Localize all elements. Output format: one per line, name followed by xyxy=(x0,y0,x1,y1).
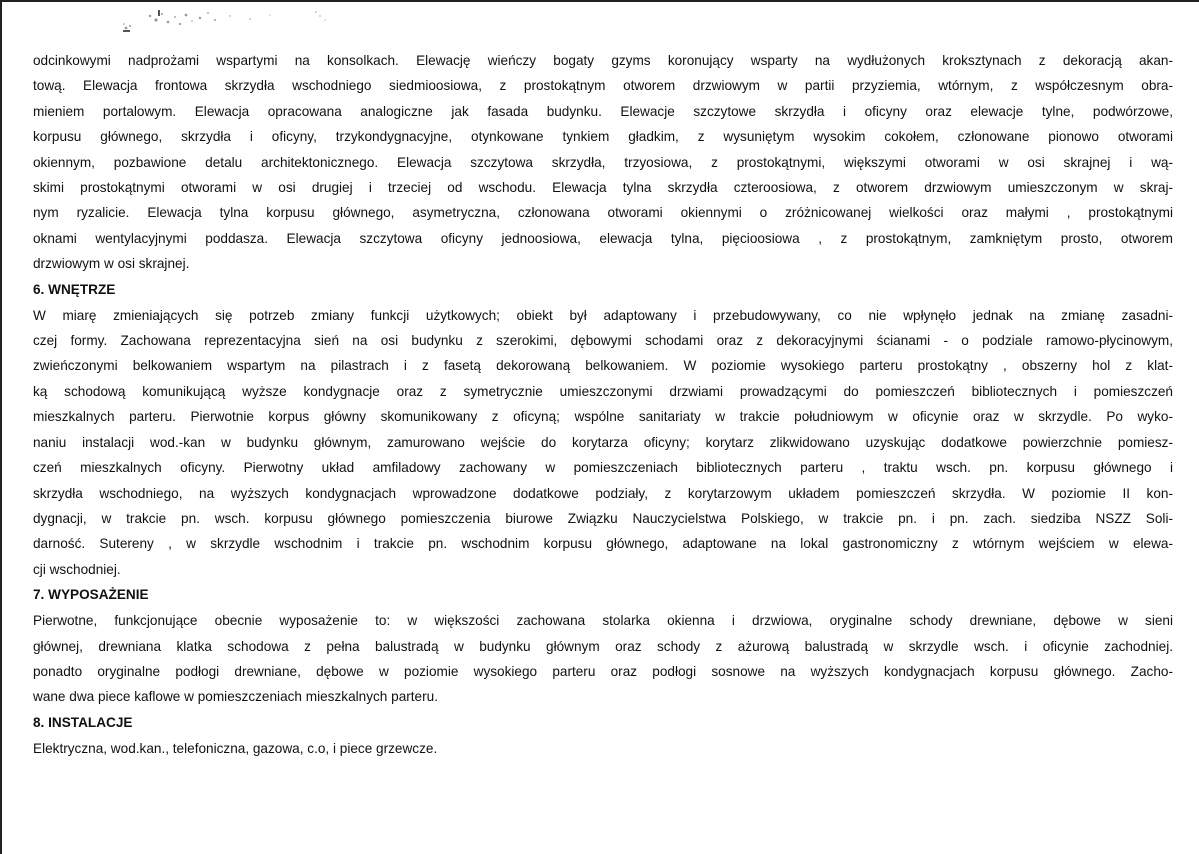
text-line: wane dwa piece kaflowe w pomieszczeniach mieszkalnych parteru. xyxy=(33,689,438,705)
text-line: drzwiowym w osi skrajnej. xyxy=(33,256,190,272)
text-line: okiennym, pozbawione detalu architektonicznego. Elewacja szczytowa skrzydła, trzyosiowa, z prostokątnymi, większymi otworami w osi skrajnej i wą- xyxy=(33,154,1173,170)
scan-artifact-image xyxy=(120,6,350,34)
text-line: ką schodową komunikującą wyższe kondygnacje oraz z symetrycznie umieszczonymi drzwiami prowadzącymi do pomieszczeń bibliotecznych i pomieszczeń xyxy=(33,383,1173,399)
text-line: tową. Elewacja frontowa skrzydła wschodniego siedmioosiowa, z prostokątnym otworem drzwiowym w partii przyziemia, wtórnym, z współczesnym obra- xyxy=(33,78,1173,94)
section-heading-interior: 6. WNĘTRZE xyxy=(33,281,116,297)
section-heading-installations: 8. INSTALACJE xyxy=(33,714,133,730)
paragraph-elevations xyxy=(33,48,1173,277)
text-line: cji wschodniej. xyxy=(33,561,121,577)
text-line: zwieńczonymi belkowaniem wspartym na pilastrach i z fasetą dekorowaną belkowaniem. W poziomie wysokiego parteru prostokątny , obszerny hol z klat- xyxy=(33,358,1173,374)
text-line: głównej, drewniana klatka schodowa z pełna balustradą w budynku głównym oraz schody z ażurową balustradą w skrzydle wsch. i oficynie zachodniej. xyxy=(33,638,1173,654)
text-line: skimi prostokątnymi otworami w osi drugiej i trzeciej od wschodu. Elewacja tylna skrzydła czteroosiowa, z otworem drzwiowym umieszczonym w skraj- xyxy=(33,180,1173,196)
text-line: oknami wentylacyjnymi poddasza. Elewacja szczytowa oficyny jednoosiowa, elewacja tylna, pięcioosiowa , z prostokątnym, zamkniętym prosto, otworem xyxy=(33,230,1173,246)
text-line: Elektryczna, wod.kan., telefoniczna, gazowa, c.o, i piece grzewcze. xyxy=(33,740,438,756)
paragraph-furnishings xyxy=(33,608,1173,710)
paragraph-interior xyxy=(33,303,1173,582)
text-line: czej formy. Zachowana reprezentacyjna sień na osi budynku z szerokimi, dębowymi schodami oraz z dekoracyjnymi ścianami - o podziale ramowo-płycinowym, xyxy=(33,333,1173,349)
document-body xyxy=(33,48,1173,761)
text-line: ponadto oryginalne podłogi drewniane, dębowe w poziomie wysokiego parteru oraz podłogi sosnowe na wyższych kondygnacjach korpusu głównego. Zacho- xyxy=(33,663,1173,679)
text-line: darność. Sutereny , w skrzydle wschodnim i trakcie pn. wschodnim korpusu głównego, adaptowane na lokal gastronomiczny z wtórnym wejściem w elewa- xyxy=(33,536,1173,552)
text-line: mieszkalnych parteru. Pierwotnie korpus główny skomunikowany z oficyną; wspólne sanitariaty w trakcie południowym w oficynie oraz w skrzydle. Po wyko- xyxy=(33,409,1173,425)
section-heading-furnishings: 7. WYPOSAŻENIE xyxy=(33,587,149,603)
text-line: czeń mieszkalnych oficyny. Pierwotny układ amfiladowy zachowany w pomieszczeniach bibliotecznych parteru , traktu wsch. pn. korpusu głównego i xyxy=(33,460,1173,476)
text-line: korpusu głównego, skrzydła i oficyny, trzykondygnacyjne, otynkowane tynkiem gładkim, z wysuniętym wysokim cokołem, członowane pionowo otworami xyxy=(33,129,1173,145)
text-line: mieniem portalowym. Elewacja opracowana analogiczne jak fasada budynku. Elewacje szczytowe skrzydła i oficyny oraz elewacje tylne, podwórzowe, xyxy=(33,103,1173,119)
text-line: nym ryzalicie. Elewacja tylna korpusu głównego, asymetryczna, członowana otworami okiennymi o zróżnicowanej wielkości oraz małymi , prostokątnymi xyxy=(33,205,1173,221)
text-line: dygnacji, w trakcie pn. wsch. korpusu głównego pomieszczenia biurowe Związku Nauczycielstwa Polskiego, w trakcie pn. i pn. zach. siedziba NSZZ Soli- xyxy=(33,510,1173,526)
text-line: odcinkowymi nadprożami wspartymi na konsolkach. Elewację wieńczy bogaty gzyms koronujący wsparty na wydłużonych kroksztynach z dekoracją akan- xyxy=(33,53,1173,68)
text-line: naniu instalacji wod.-kan w budynku głównym, zamurowano wejście do korytarza oficyny; korytarz zlikwidowano uzyskując dodatkowe powierzchnie pomiesz- xyxy=(33,434,1173,450)
text-line: Pierwotne, funkcjonujące obecnie wyposażenie to: w większości zachowana stolarka okienna i drzwiowa, oryginalne schody drewniane, dębowe w sieni xyxy=(33,613,1173,629)
text-line: skrzydła wschodniego, na wyższych kondygnacjach wprowadzone dodatkowe podziały, z korytarzowym układem pomieszczeń skrzydła. W poziomie II kon- xyxy=(33,485,1173,501)
text-line: W miarę zmieniających się potrzeb zmiany funkcji użytkowych; obiekt był adaptowany i przebudowywany, co nie wpłynęło jednak na zmianę zasadni- xyxy=(33,307,1173,323)
paragraph-installations xyxy=(33,736,1173,761)
